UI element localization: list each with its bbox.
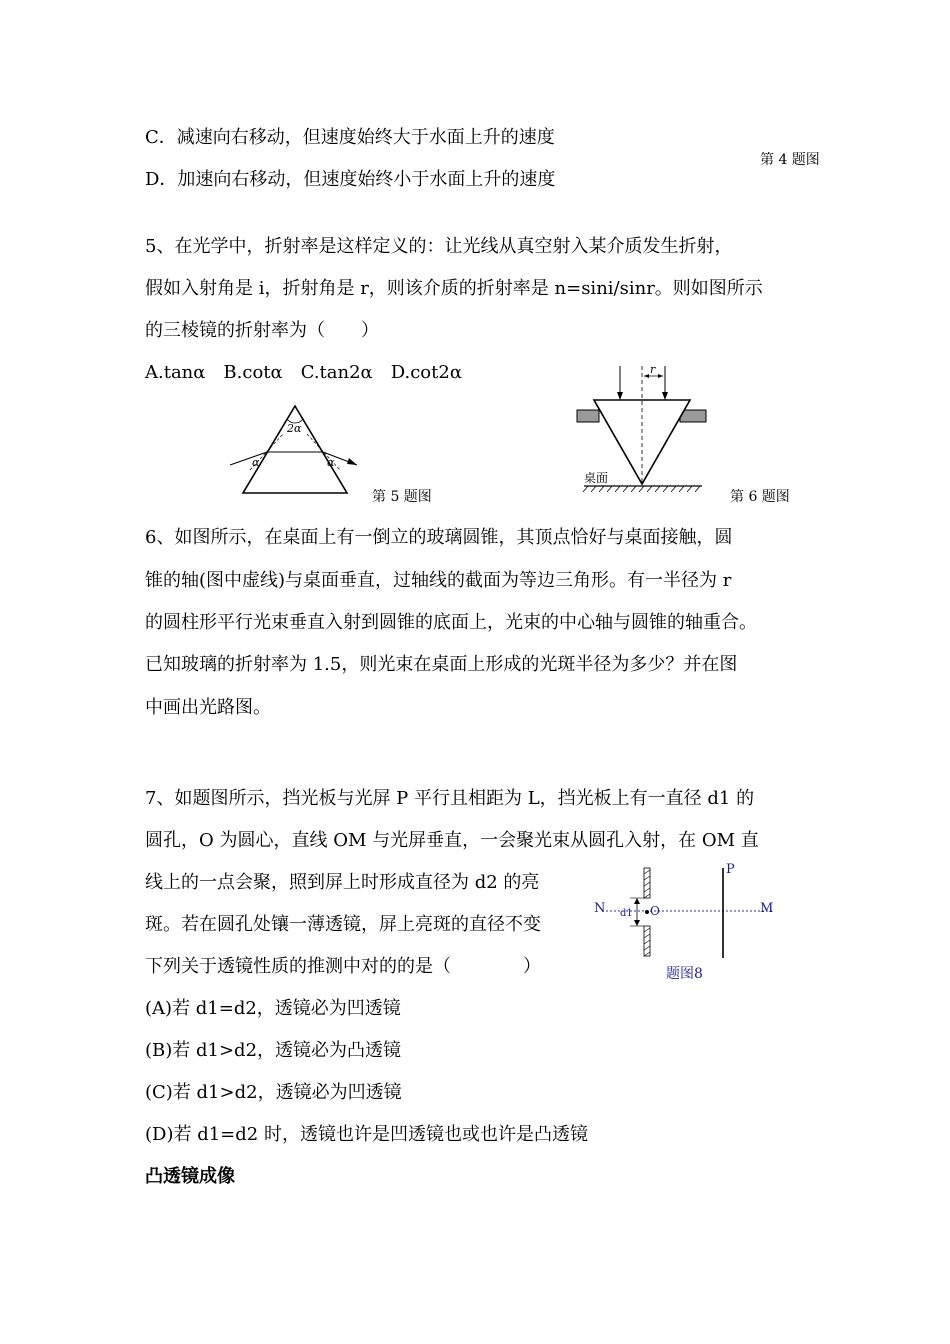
fig8-o-label: O xyxy=(650,904,660,918)
q5-line-2: 假如入射角是 i，折射角是 r，则该介质的折射率是 n=sini/sinr。则如图所示 xyxy=(145,278,763,299)
fig8-n-label: N xyxy=(594,901,606,916)
q7-line-4: 斑。若在圆孔处镶一薄透镜，屏上亮斑的直径不变 xyxy=(145,914,541,935)
q7-line-3: 线上的一点会聚，照到屏上时形成直径为 d2 的亮 xyxy=(145,872,540,893)
fig8-d1-label: d1 xyxy=(620,908,633,919)
q6-line-4: 已知玻璃的折射率为 1.5，则光束在桌面上形成的光斑半径为多少？并在图 xyxy=(145,654,738,675)
cone-radius-label: r xyxy=(650,363,656,376)
q4-option-d: D．加速向右移动，但速度始终小于水面上升的速度 xyxy=(145,169,556,190)
q4-option-c: C．减速向右移动，但速度始终大于水面上升的速度 xyxy=(145,127,555,148)
q7-line-5: 下列关于透镜性质的推测中对的的是（ ） xyxy=(145,956,541,977)
q4-figure-caption: 第 4 题图 xyxy=(760,152,820,168)
aperture-figure xyxy=(590,858,780,983)
section-heading: 凸透镜成像 xyxy=(145,1166,235,1187)
q5-options: A.tanα B.cotα C.tan2α D.cot2α xyxy=(145,362,462,383)
q7-line-1: 7、如题图所示，挡光板与光屏 P 平行且相距为 L，挡光板上有一直径 d1 的 xyxy=(145,788,755,809)
fig8-screen-label: P xyxy=(726,862,735,877)
q5-line-3: 的三棱镜的折射率为（ ） xyxy=(145,320,379,341)
cone-table-label: 桌面 xyxy=(584,471,609,485)
prism-right-angle-label: α xyxy=(327,456,335,469)
prism-left-angle-label: α xyxy=(252,456,260,469)
q6-figure-caption: 第 6 题图 xyxy=(730,489,790,505)
q6-line-1: 6、如图所示，在桌面上有一倒立的玻璃圆锥，其顶点恰好与桌面接触，圆 xyxy=(145,527,733,548)
q5-line-1: 5、在光学中，折射率是这样定义的：让光线从真空射入某介质发生折射， xyxy=(145,236,733,257)
q6-line-2: 锥的轴(图中虚线)与桌面垂直，过轴线的截面为等边三角形。有一半径为 r xyxy=(145,570,732,591)
q7-option-c: (C)若 d1>d2，透镜必为凹透镜 xyxy=(145,1082,402,1103)
q7-line-2: 圆孔，O 为圆心，直线 OM 与光屏垂直，一会聚光束从圆孔入射，在 OM 直 xyxy=(145,830,759,851)
cone-figure xyxy=(572,362,722,497)
fig8-m-label: M xyxy=(760,901,774,916)
q6-line-3: 的圆柱形平行光束垂直入射到圆锥的底面上，光束的中心轴与圆锥的轴重合。 xyxy=(145,612,757,633)
fig8-caption: 题图8 xyxy=(666,966,703,982)
q6-line-5: 中画出光路图。 xyxy=(145,697,271,718)
prism-apex-label: 2α xyxy=(287,422,302,435)
q7-option-a: (A)若 d1=d2，透镜必为凹透镜 xyxy=(145,998,401,1019)
q7-option-b: (B)若 d1>d2，透镜必为凸透镜 xyxy=(145,1040,402,1061)
prism-figure xyxy=(225,400,365,500)
q7-option-d: (D)若 d1=d2 时，透镜也许是凹透镜也或也许是凸透镜 xyxy=(145,1124,588,1145)
q5-figure-caption: 第 5 题图 xyxy=(372,489,432,505)
